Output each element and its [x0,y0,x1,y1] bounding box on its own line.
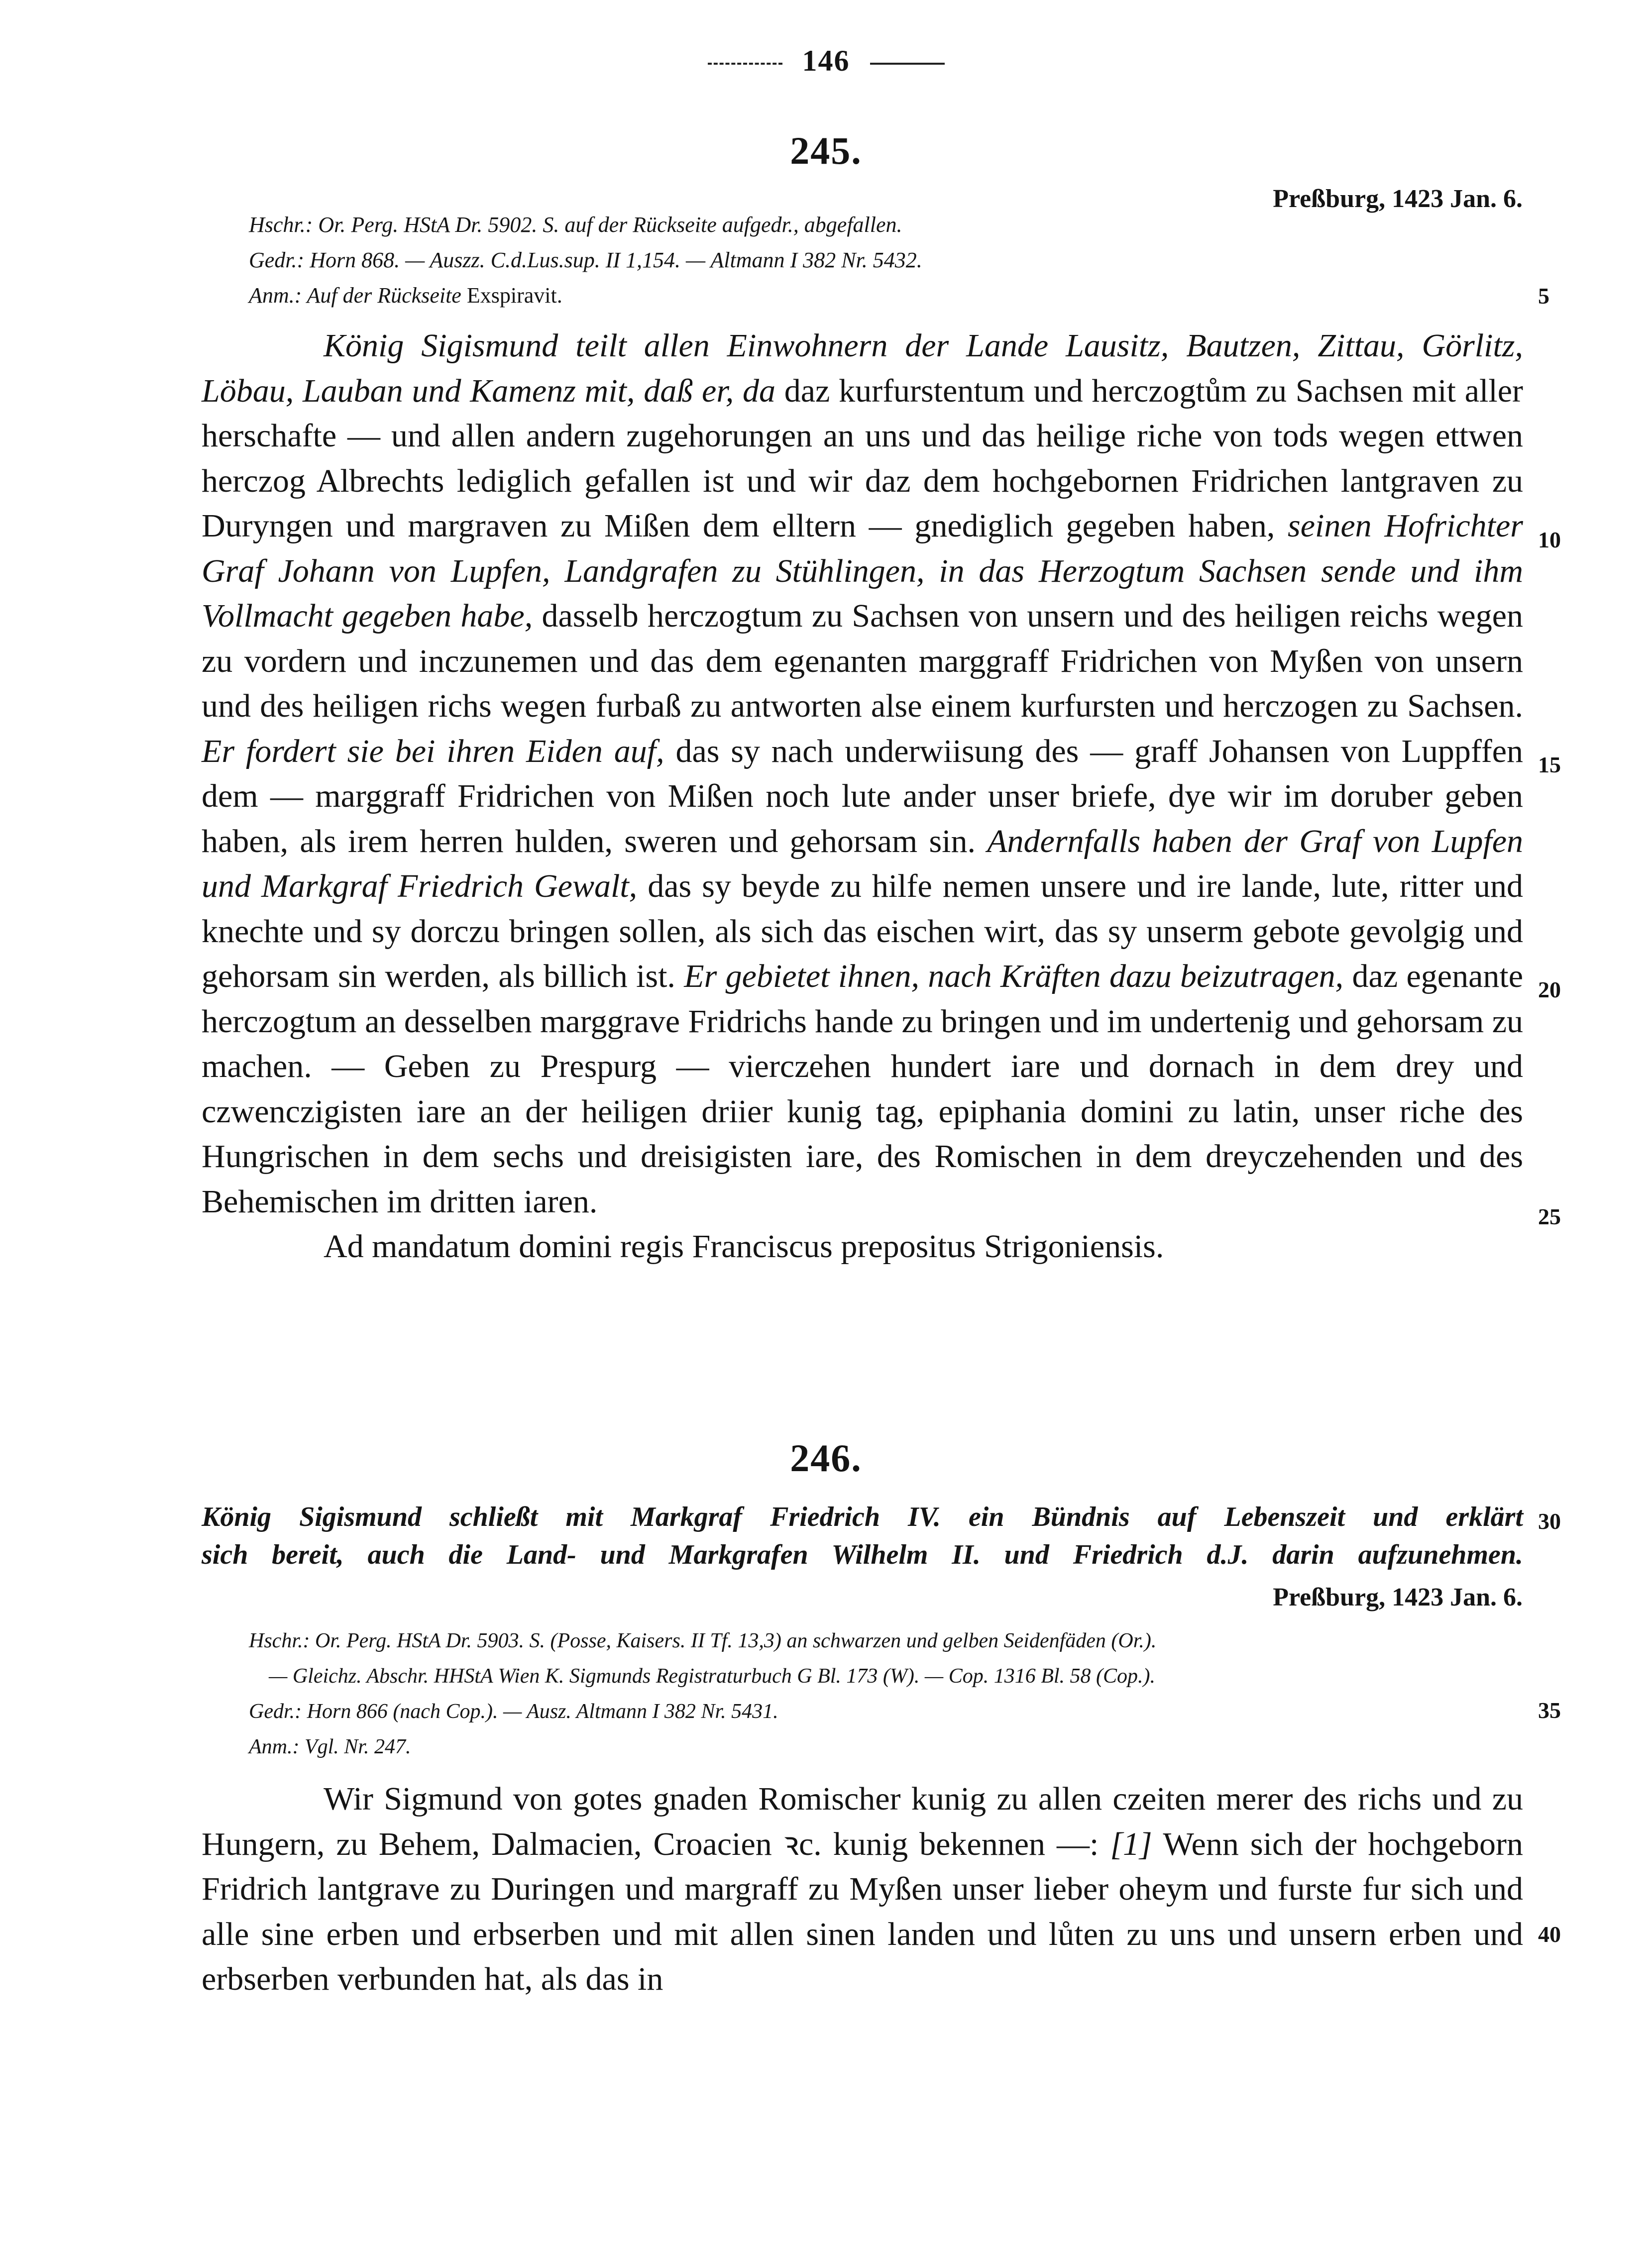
closing-formula: Ad mandatum domini regis Franciscus prepositus Strigoniensis. [324,1228,1164,1265]
line-number: 15 [1538,752,1561,777]
place-date-245: Preßburg, 1423 Jan. 6. [1273,185,1523,213]
text-paragraph-246 [202,1777,1523,2002]
manuscript-note: Hschr.: Or. Perg. HStA Dr. 5902. S. auf der Rückseite aufgedr., abgefallen. [249,213,902,237]
apparatus-245 [249,207,922,313]
manuscript-note: Hschr.: Or. Perg. HStA Dr. 5903. S. (Posse, Kaisers. II Tf. 13,3) an schwarzen und gelben Seidenfäden (Or.). [249,1629,1157,1652]
section-marker: [1] [1110,1825,1152,1862]
document-number-246: 246. [790,1436,862,1480]
quoted-text: daz egenante herczogtum an desselben marggrave Fridrichs hande zu bringen und im undertenig und gehorsam zu machen. — Geben zu Prespurg — vierczehen hundert iare und dornach in dem drey und czwenczigisten iare an der heiligen driier kunig tag, epiphania domini zu latin, unser riche des Hungrischen in dem sechs und dreisigisten iare, des Romischen in dem dreyczehenden und des Behemischen im dritten iaren. [202,958,1523,1220]
quoted-text: Wir Sigmund von gotes gnaden Romischer kunig zu allen czeiten merer des richs und zu Hungern, zu Behem, Dalmacien, Croacien ꝛc. kunig bekennen —: [202,1781,1523,1862]
remark-upright: Exspiravit. [466,283,562,308]
regest-italic: Er fordert sie bei ihren Eiden auf, [202,733,664,769]
regest-italic: König Sigismund teilt allen Einwohnern der Lande Lausitz, Bautzen, Zittau, Görlitz, Löbau, Lauban und Kamenz mit, daß er, da [202,327,1523,409]
line-number: 10 [1538,527,1561,552]
document-number-245: 245. [790,129,862,172]
quoted-text: das sy beyde zu hilfe nemen unsere und ire lande, lute, ritter und knechte und sy dorczu bringen sollen, als sich das eischen wirt, das sy unserm gebote gevolgig und gehorsam sin werden, als billich ist. [202,868,1523,994]
regest-italic: Er gebietet ihnen, nach Kräften dazu beizutragen, [684,958,1344,994]
line-number: 20 [1538,977,1561,1002]
place-date-246: Preßburg, 1423 Jan. 6. [1273,1583,1523,1611]
printed-note: Gedr.: Horn 868. — Auszz. C.d.Lus.sup. II 1,154. — Altmann I 382 Nr. 5432. [249,248,922,272]
quoted-text: Wenn sich der hochgeborn Fridrich lantgrave zu Duringen und margraff zu Myßen unser lieber oheym und furste fur sich und alle sine erben und erbserben und mit allen sinen landen und lůten zu uns und unsern erben und erbserben verbunden hat, als das in [202,1825,1523,1997]
line-number: 5 [1538,283,1549,309]
document-text-246 [202,1777,1523,2002]
page-number: 146 [802,44,850,77]
regest-italic: seinen Hofrichter Graf Johann von Lupfen, Landgrafen zu Stühlingen, in das Herzogtum Sachsen sende und ihm Vollmacht gegeben habe, [202,508,1523,634]
line-number: 35 [1538,1698,1561,1723]
header-rule-right [870,63,945,65]
quoted-text: das sy nach underwiisung des — graff Johansen von Luppffen dem — marggraff Fridrichen von Mißen noch lute ander unser briefe, dye wir im doruber geben haben, als irem herren hulden, sweren und gehorsam sin. [202,733,1523,859]
text-paragraph-245 [202,323,1523,1224]
remark-note: Anm.: Auf der Rückseite Exspiravit. [249,283,562,308]
line-number: 25 [1538,1204,1561,1229]
summary-line: König Sigismund schließt mit Markgraf Friedrich IV. ein Bündnis auf Lebenszeit und erklärt [202,1502,1523,1532]
header-rule-left [708,63,782,65]
remark-note: Anm.: Vgl. Nr. 247. [249,1735,411,1758]
copy-note: — Gleichz. Abschr. HHStA Wien K. Sigmunds Registraturbuch G Bl. 173 (W). — Cop. 1316 Bl. 58 (Cop.). [269,1665,1156,1688]
apparatus-246 [249,1623,1156,1765]
printed-note: Gedr.: Horn 866 (nach Cop.). — Ausz. Altmann I 382 Nr. 5431. [249,1700,778,1723]
quoted-text: daz kurfurstentum und herczogtům zu Sachsen mit aller herschafte — und allen andern zugehorungen an uns und das heilige riche von tods wegen ettwen herczog Albrechts lediglich gefallen ist und wir daz dem hochgebornen Fridrichen lantgraven zu Duryngen und margraven zu Mißen dem elltern — gnediglich gegeben haben, [202,372,1523,544]
summary-246 [202,1498,1523,1574]
line-number: 40 [1538,1922,1561,1947]
line-number: 30 [1538,1508,1561,1534]
quoted-text: dasselb herczogtum zu Sachsen von unsern und des heiligen reichs wegen zu vordern und inczunemen und das dem egenanten marggraff Fridrichen von Myßen von unsern und des heiligen richs wegen furbaß zu antworten alse einem kurfursten und herczogen zu Sachsen. [202,598,1523,724]
summary-line: sich bereit, auch die Land- und Markgrafen Wilhelm II. und Friedrich d.J. darin aufzunehmen. [202,1539,1523,1570]
regest-italic: Andernfalls haben der Graf von Lupfen und Markgraf Friedrich Gewalt, [202,823,1523,904]
regest-text-245 [202,323,1523,1270]
page-header [0,44,1652,78]
